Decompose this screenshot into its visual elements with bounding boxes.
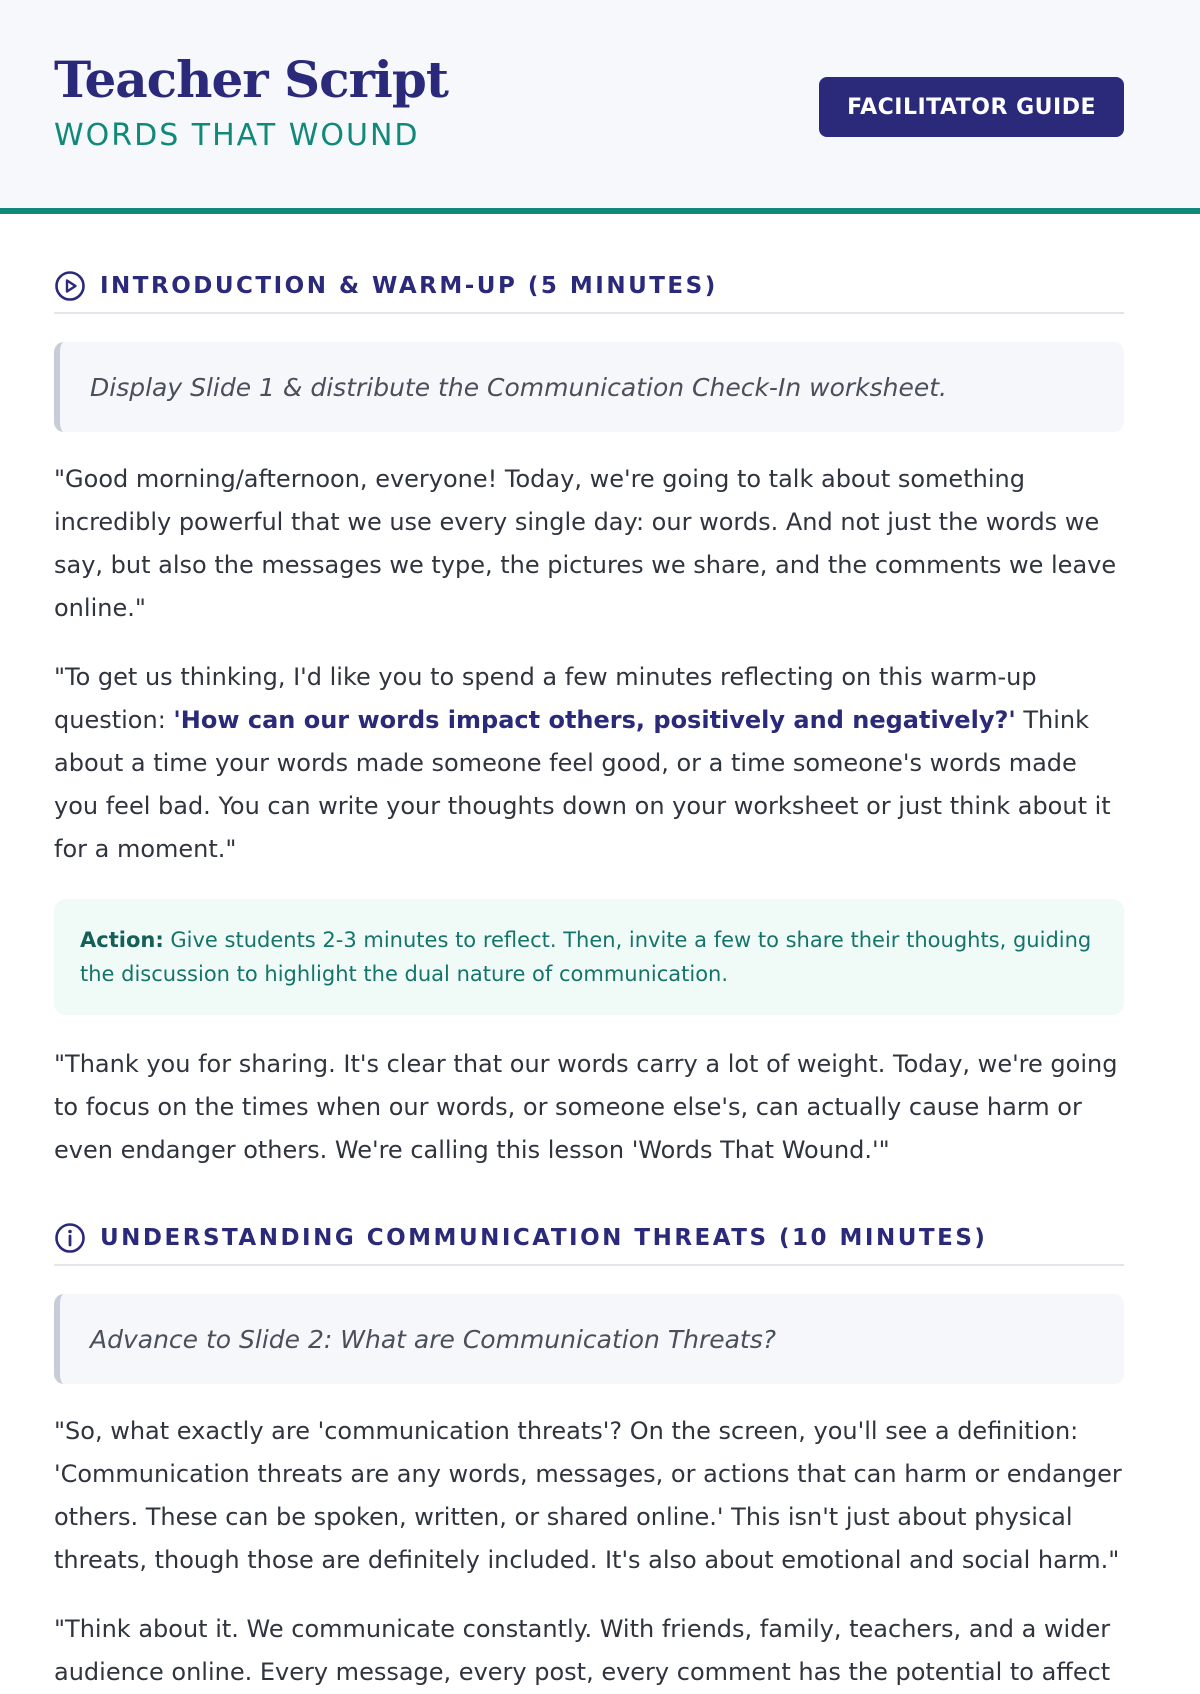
action-label: Action:	[80, 928, 164, 952]
script-paragraph: "Thank you for sharing. It's clear that our words carry a lot of weight. Today, we're going to focus on the times when our words, or someone else's, can actually cause harm or even endanger others. We're calling this lesson 'Words That Wound.'"	[54, 1050, 1118, 1164]
script-paragraph: "Good morning/afternoon, everyone! Today, we're going to talk about something incredibly powerful that we use every single day: our words. And not just the words we say, but also the messages we type, the pictures we share, and the comments we leave online."	[54, 465, 1117, 622]
action-callout	[54, 899, 1124, 1015]
slide-instruction: Display Slide 1 & distribute the Communication Check-In worksheet.	[54, 342, 1124, 432]
facilitator-guide-badge: FACILITATOR GUIDE	[819, 77, 1124, 137]
slide-instruction: Advance to Slide 2: What are Communication Threats?	[54, 1294, 1124, 1384]
section-heading-introduction	[54, 270, 1124, 314]
warm-up-question: 'How can our words impact others, positively and negatively?'	[173, 706, 1016, 734]
script-content	[0, 270, 1200, 1694]
section-heading-label: UNDERSTANDING COMMUNICATION THREATS (10 MINUTES)	[100, 1225, 988, 1251]
page-subtitle: WORDS THAT WOUND	[54, 118, 420, 153]
page-title: Teacher Script	[54, 50, 448, 109]
script-paragraph: "Think about it. We communicate constantly. With friends, family, teachers, and a wider audience online. Every message, every post, every comment has the potential to affect	[54, 1615, 1111, 1686]
script-paragraph: "So, what exactly are 'communication threats'? On the screen, you'll see a definition: 'Communication threats are any words, messages, or actions that can harm or endanger others. These can be spoken, written, or shared online.' This isn't just about physical threats, though those are definitely included. It's also about emotional and social harm."	[54, 1417, 1122, 1574]
section-heading-label: INTRODUCTION & WARM-UP (5 MINUTES)	[100, 273, 718, 299]
paragraph-text: Think about a time your words made someone feel good, or a time someone's words made you feel bad. You can write your thoughts down on your worksheet or just think about it for a moment."	[54, 706, 1111, 863]
play-circle-icon	[54, 270, 86, 302]
section-heading-understanding-threats	[54, 1222, 1124, 1266]
script-paragraph	[54, 656, 1124, 871]
action-text: Give students 2-3 minutes to reflect. Then, invite a few to share their thoughts, guiding the discussion to highlight the dual nature of communication.	[80, 928, 1092, 986]
page-header	[0, 0, 1200, 214]
info-circle-icon	[54, 1222, 86, 1254]
paragraph-text: "To get us thinking, I'd like you to spend a few minutes reflecting on this warm-up question:	[54, 663, 1037, 734]
